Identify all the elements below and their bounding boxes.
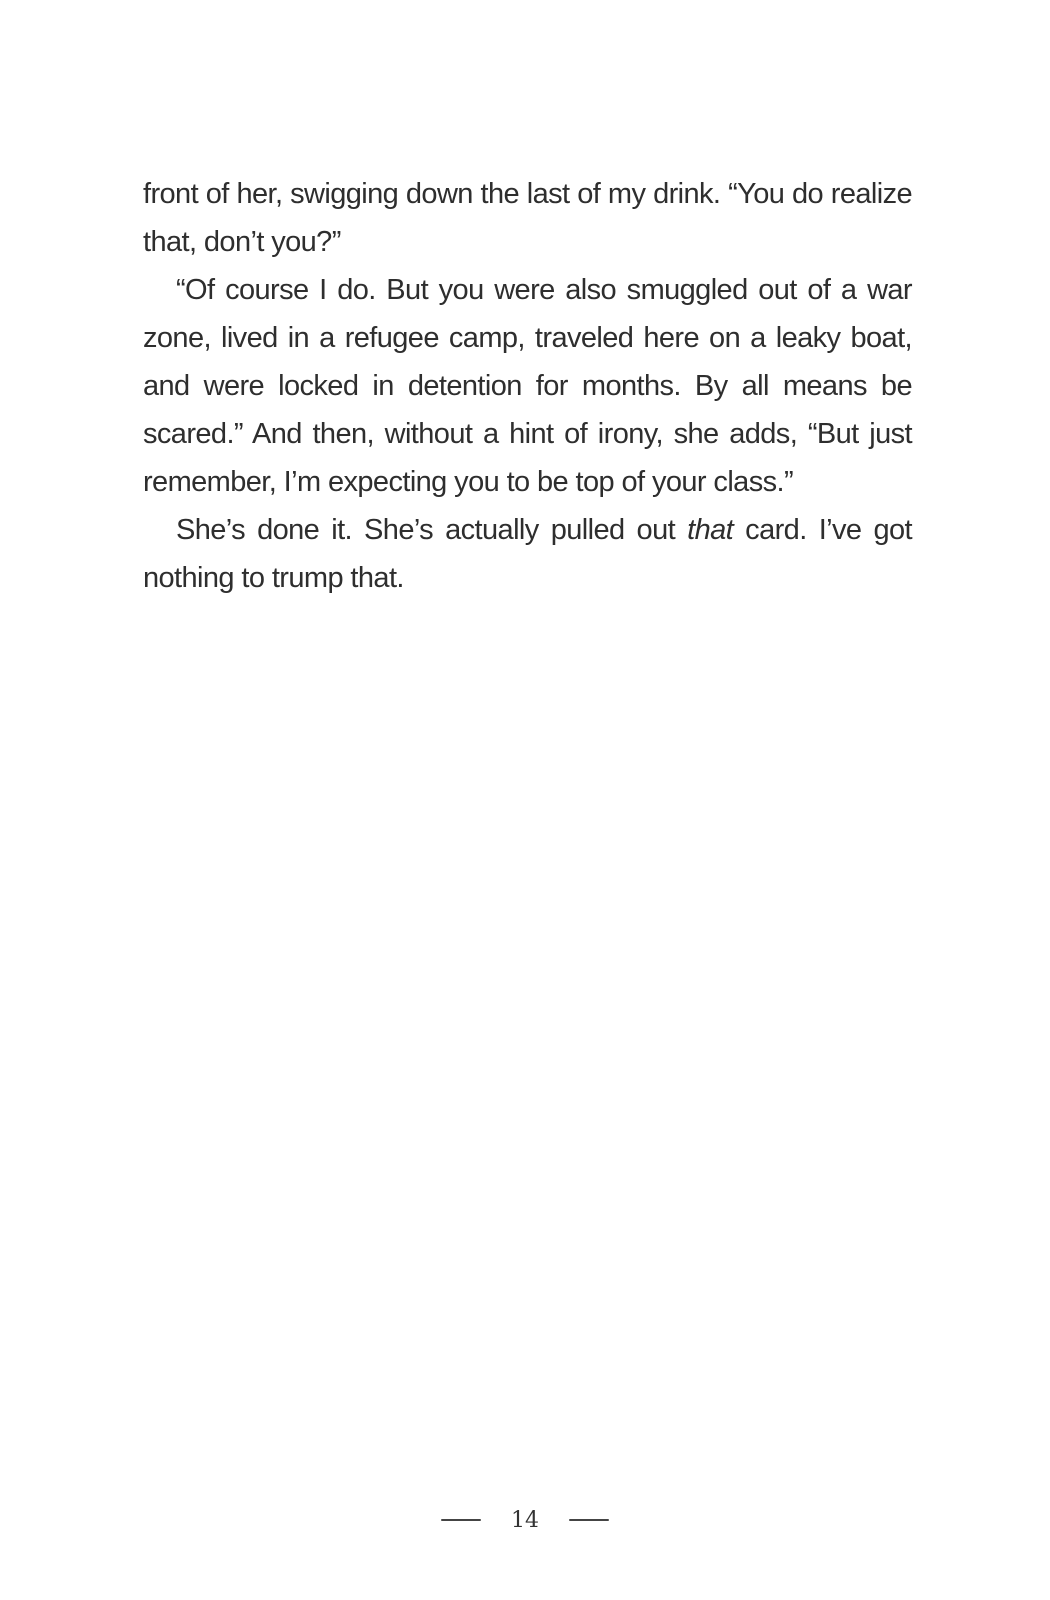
page-footer — [0, 1500, 1050, 1540]
text-run: She’s done it. She’s actually pulled out — [176, 514, 688, 546]
text-run: front of her, swigging down the last of my drink. “You do realize that, don’t you?” — [143, 178, 912, 258]
text-run: card. I’ve got nothing to trump that. — [143, 514, 913, 594]
text-run: “Of course I do. But you were also smuggled out of a war zone, lived in a refugee camp, traveled here on a leaky boat, and were locked in detention for months. By all means be scared.” And then, without a hint of irony, she adds, “But just remember, I’m expecting you to be top of your class.” — [143, 274, 912, 498]
left-dash-ornament — [441, 1519, 481, 1521]
emphasized-text: that — [687, 514, 734, 546]
paragraph-closing — [143, 506, 912, 602]
body-text — [143, 170, 912, 602]
page-number: 14 — [511, 1507, 539, 1533]
right-dash-ornament — [569, 1519, 609, 1521]
paragraph-dialogue — [143, 266, 912, 506]
paragraph-continuation — [143, 170, 912, 266]
